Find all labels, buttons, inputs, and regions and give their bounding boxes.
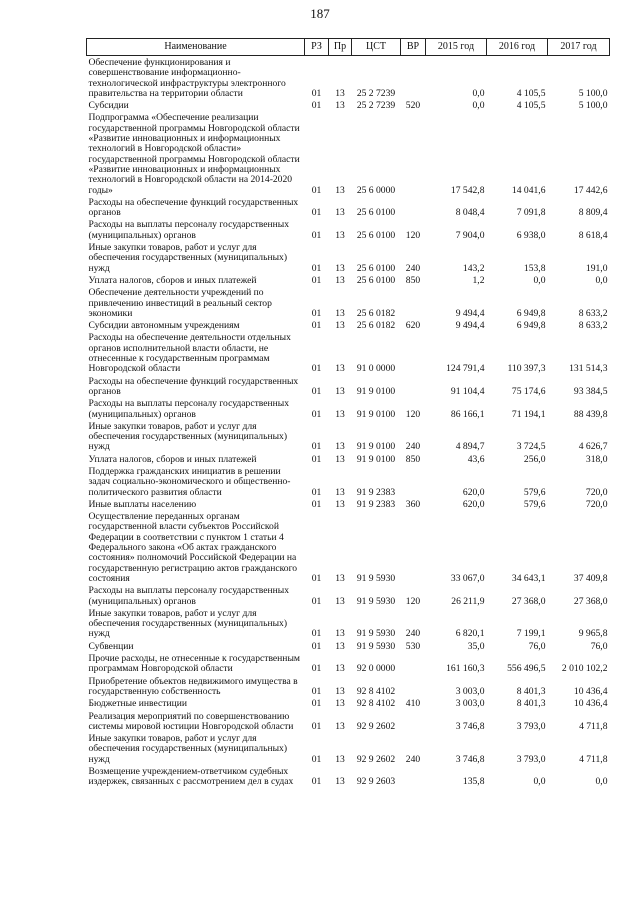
row-amount-2017: 8 633,2 (578, 307, 608, 319)
row-amount-2017: 27 368,0 (573, 595, 608, 607)
row-pr: 13 (335, 385, 345, 397)
row-pr: 13 (335, 685, 345, 697)
row-amount-2017: 93 384,5 (573, 385, 608, 397)
table-header-row (87, 39, 610, 56)
row-rz: 01 (311, 87, 322, 99)
row-amount-2015: 43,6 (467, 453, 485, 465)
row-amount-2017: 8 618,4 (578, 229, 608, 241)
table-row (87, 375, 610, 398)
row-amount-2015: 9 494,4 (455, 307, 485, 319)
row-amount-2016: 0,0 (533, 776, 546, 788)
row-pr: 13 (335, 595, 345, 607)
row-amount-2017: 88 439,8 (573, 408, 608, 420)
row-cst: 91 9 0100 (356, 408, 396, 420)
row-pr: 13 (335, 498, 345, 510)
row-vr: 240 (405, 441, 421, 453)
row-pr: 13 (335, 184, 345, 196)
header-cst: ЦСТ (352, 39, 401, 56)
row-name: Субсидии (88, 100, 129, 112)
row-amount-2015: 161 160,3 (446, 663, 485, 675)
row-pr: 13 (335, 753, 345, 765)
row-pr: 13 (335, 207, 345, 219)
row-cst: 92 9 2603 (356, 776, 396, 788)
row-vr (401, 510, 426, 584)
row-pr: 13 (335, 628, 345, 640)
row-cst: 91 9 5930 (356, 640, 396, 652)
row-amount-2015: 9 494,4 (455, 320, 485, 332)
table-row (87, 584, 610, 607)
row-name: Иные закупки товаров, работ и услуг для обеспечения государственных (муниципальных) нужд (88, 242, 288, 274)
row-amount-2017: 131 514,3 (569, 363, 608, 375)
row-amount-2016: 6 949,8 (516, 307, 546, 319)
row-amount-2016: 75 174,6 (511, 385, 546, 397)
table-row (87, 498, 610, 510)
row-vr: 240 (405, 262, 421, 274)
row-rz: 01 (311, 776, 322, 788)
row-rz: 01 (311, 100, 322, 112)
row-rz: 01 (311, 572, 322, 584)
row-pr: 13 (335, 698, 345, 710)
table-row (87, 397, 610, 420)
row-amount-2016: 0,0 (533, 274, 546, 286)
row-amount-2015: 124 791,4 (446, 363, 485, 375)
row-rz: 01 (311, 453, 322, 465)
row-amount-2015: 33 067,0 (450, 572, 485, 584)
row-amount-2016: 579,6 (523, 498, 546, 510)
row-name: Субсидии автономным учреждениям (88, 320, 240, 332)
row-pr: 13 (335, 441, 345, 453)
table-row (87, 56, 610, 100)
row-pr: 13 (335, 572, 345, 584)
header-name: Наименование (87, 39, 305, 56)
row-rz: 01 (311, 628, 322, 640)
row-amount-2017: 4 711,8 (579, 753, 608, 765)
row-amount-2017: 0,0 (595, 274, 608, 286)
row-amount-2015: 35,0 (467, 640, 485, 652)
row-cst: 92 9 2602 (356, 753, 396, 765)
row-name: Расходы на обеспечение деятельности отдельных органов исполнительной власти области, не отнесенные к государственным программам Новгородской области (88, 332, 291, 375)
row-pr: 13 (335, 640, 345, 652)
row-name: Иные закупки товаров, работ и услуг для обеспечения государственных (муниципальных) нужд (88, 607, 288, 640)
row-amount-2016: 4 105,5 (516, 100, 546, 112)
row-name: Уплата налогов, сборов и иных платежей (88, 453, 257, 465)
row-amount-2017: 5 100,0 (578, 100, 608, 112)
row-rz: 01 (311, 363, 322, 375)
header-pr: Пр (329, 39, 352, 56)
row-pr: 13 (335, 262, 345, 274)
row-name: Обеспечение деятельности учреждений по привлечению инвестиций в реальный сектор экономики (88, 287, 272, 319)
row-amount-2017: 8 633,2 (578, 320, 608, 332)
row-cst: 91 9 2383 (356, 486, 396, 498)
row-vr (401, 196, 426, 219)
row-amount-2015: 3 003,0 (455, 685, 485, 697)
row-rz: 01 (311, 663, 322, 675)
row-amount-2016: 14 041,6 (511, 184, 546, 196)
row-rz: 01 (311, 685, 322, 697)
row-cst: 25 6 0100 (356, 274, 396, 286)
row-amount-2016: 6 949,8 (516, 320, 546, 332)
row-rz: 01 (311, 385, 322, 397)
table-row (87, 420, 610, 453)
row-rz: 01 (311, 408, 322, 420)
row-rz: 01 (311, 262, 322, 274)
row-name: Расходы на обеспечение функций государственных органов (88, 196, 299, 219)
row-vr: 410 (405, 698, 421, 710)
row-cst: 91 9 0100 (356, 385, 396, 397)
row-amount-2015: 1,2 (472, 274, 485, 286)
row-cst: 91 9 0100 (356, 453, 396, 465)
row-amount-2017: 5 100,0 (578, 87, 608, 99)
row-amount-2015: 17 542,8 (450, 184, 485, 196)
budget-table (86, 38, 610, 788)
row-name: Прочие расходы, не отнесенные к государственным программам Новгородской области (88, 653, 300, 675)
row-rz: 01 (311, 307, 322, 319)
header-rz: РЗ (305, 39, 329, 56)
row-amount-2017: 10 436,4 (573, 698, 608, 710)
row-amount-2017: 0,0 (595, 776, 608, 788)
row-vr (401, 652, 426, 675)
row-cst: 91 0 0000 (356, 363, 396, 375)
header-vr: ВР (401, 39, 426, 56)
row-name: Поддержка гражданских инициатив в решении задач социально-экономического и общественно-политического развития области (88, 465, 291, 498)
row-amount-2017: 9 965,8 (578, 628, 608, 640)
row-name: Бюджетные инвестиции (88, 698, 187, 710)
row-vr: 120 (405, 595, 421, 607)
row-pr: 13 (335, 274, 345, 286)
table-row (87, 274, 610, 286)
table-row (87, 99, 610, 111)
row-amount-2017: 4 711,8 (579, 720, 608, 732)
row-name: Расходы на выплаты персоналу государственных (муниципальных) органов (88, 585, 290, 607)
row-name: Реализация мероприятий по совершенствованию системы мировой юстиции Новгородской области (88, 710, 294, 732)
table-row (87, 111, 610, 195)
row-cst: 92 0 0000 (356, 663, 396, 675)
row-amount-2016: 153,8 (523, 262, 546, 274)
table-row (87, 465, 610, 498)
row-name: Иные закупки товаров, работ и услуг для обеспечения государственных (муниципальных) нужд (88, 420, 288, 453)
row-amount-2016: 8 401,3 (516, 698, 546, 710)
row-amount-2015: 6 820,1 (455, 628, 485, 640)
row-amount-2016: 7 199,1 (516, 628, 546, 640)
row-amount-2016: 6 938,0 (516, 229, 546, 241)
row-amount-2015: 0,0 (472, 100, 485, 112)
row-amount-2016: 3 793,0 (516, 720, 546, 732)
row-vr (401, 111, 426, 195)
header-2015: 2015 год (426, 39, 487, 56)
row-vr: 520 (405, 100, 421, 112)
row-cst: 91 9 0100 (356, 441, 396, 453)
row-cst: 91 9 5930 (356, 595, 396, 607)
row-vr: 620 (405, 320, 421, 332)
row-vr: 120 (405, 229, 421, 241)
row-amount-2015: 26 211,9 (451, 595, 485, 607)
row-name: Подпрограмма «Обеспечение реализации государственной программы Новгородской области «Развитие инновационных и информационных технологий в Новгородской области» государственной программы Новгородской области «Развитие инновационных и информационных технологий в Новгородской области на 2014-2020 годы» (88, 112, 300, 196)
row-vr: 240 (405, 753, 421, 765)
row-rz: 01 (311, 441, 322, 453)
row-amount-2015: 3 003,0 (455, 698, 485, 710)
row-cst: 92 8 4102 (356, 698, 396, 710)
row-amount-2015: 91 104,4 (450, 385, 485, 397)
row-amount-2017: 8 809,4 (578, 207, 608, 219)
row-rz: 01 (311, 184, 322, 196)
row-cst: 91 9 5930 (356, 572, 396, 584)
row-amount-2015: 3 746,8 (455, 753, 485, 765)
table-row (87, 331, 610, 374)
row-name: Возмещение учреждением-ответчиком судебных издержек, связанных с рассмотрением дел в судах (88, 766, 294, 788)
row-amount-2016: 27 368,0 (511, 595, 546, 607)
row-name: Расходы на обеспечение функций государственных органов (88, 375, 299, 397)
row-amount-2015: 3 746,8 (455, 720, 485, 732)
row-pr: 13 (335, 320, 345, 332)
row-rz: 01 (311, 207, 322, 219)
row-rz: 01 (311, 320, 322, 332)
table-row (87, 640, 610, 652)
row-amount-2017: 2 010 102,2 (561, 663, 608, 675)
row-amount-2017: 720,0 (585, 498, 608, 510)
row-vr (401, 765, 426, 788)
table-row (87, 510, 610, 584)
row-name: Расходы на выплаты персоналу государственных (муниципальных) органов (88, 219, 290, 241)
row-cst: 25 6 0100 (356, 262, 396, 274)
row-amount-2016: 3 724,5 (516, 441, 546, 453)
row-amount-2015: 620,0 (462, 498, 485, 510)
row-vr: 360 (405, 498, 421, 510)
row-cst: 25 6 0000 (356, 184, 396, 196)
table-row (87, 607, 610, 640)
row-vr (401, 465, 426, 498)
row-rz: 01 (311, 229, 322, 241)
row-vr (401, 710, 426, 733)
row-name: Иные выплаты населению (88, 498, 197, 510)
row-cst: 91 9 2383 (356, 498, 396, 510)
row-rz: 01 (311, 698, 322, 710)
page-number: 187 (310, 6, 330, 21)
table-row (87, 218, 610, 241)
row-vr: 120 (405, 408, 421, 420)
row-amount-2015: 620,0 (462, 486, 485, 498)
table-row (87, 196, 610, 219)
row-amount-2016: 579,6 (523, 486, 546, 498)
table-row (87, 241, 610, 274)
row-vr: 530 (405, 640, 421, 652)
row-amount-2016: 110 397,3 (507, 363, 546, 375)
row-pr: 13 (335, 776, 345, 788)
row-amount-2016: 3 793,0 (516, 753, 546, 765)
row-pr: 13 (335, 486, 345, 498)
row-cst: 92 8 4102 (356, 685, 396, 697)
table-row (87, 453, 610, 465)
row-rz: 01 (311, 595, 322, 607)
row-amount-2015: 8 048,4 (455, 207, 485, 219)
row-rz: 01 (311, 498, 322, 510)
row-vr (401, 286, 426, 319)
row-amount-2017: 37 409,8 (573, 572, 608, 584)
table-body (87, 56, 610, 788)
row-name: Иные закупки товаров, работ и услуг для обеспечения государственных (муниципальных) нужд (88, 733, 288, 765)
row-amount-2017: 4 626,7 (578, 441, 608, 453)
row-name: Уплата налогов, сборов и иных платежей (88, 274, 257, 286)
row-rz: 01 (311, 274, 322, 286)
row-name: Обеспечение функционирования и совершенствование информационно-технологической инфраструктуры электронного правительства на территории области (88, 57, 286, 99)
row-amount-2017: 10 436,4 (573, 685, 608, 697)
table-row (87, 732, 610, 765)
row-amount-2015: 4 894,7 (455, 441, 485, 453)
row-rz: 01 (311, 640, 322, 652)
row-pr: 13 (335, 453, 345, 465)
row-pr: 13 (335, 663, 345, 675)
row-cst: 25 2 7239 (356, 100, 396, 112)
row-cst: 25 2 7239 (356, 87, 396, 99)
row-amount-2016: 256,0 (523, 453, 546, 465)
row-pr: 13 (335, 363, 345, 375)
table-row (87, 765, 610, 788)
row-vr: 240 (405, 628, 421, 640)
table-row (87, 652, 610, 675)
row-pr: 13 (335, 408, 345, 420)
row-cst: 25 6 0182 (356, 320, 396, 332)
row-amount-2016: 76,0 (528, 640, 546, 652)
row-pr: 13 (335, 100, 345, 112)
header-2017: 2017 год (548, 39, 610, 56)
row-vr (401, 375, 426, 398)
row-pr: 13 (335, 229, 345, 241)
row-rz: 01 (311, 486, 322, 498)
row-cst: 25 6 0100 (356, 229, 396, 241)
row-cst: 91 9 5930 (356, 628, 396, 640)
row-cst: 25 6 0182 (356, 307, 396, 319)
row-amount-2016: 7 091,8 (516, 207, 546, 219)
row-cst: 92 9 2602 (356, 720, 396, 732)
row-amount-2017: 720,0 (585, 486, 608, 498)
table-row (87, 697, 610, 709)
header-2016: 2016 год (487, 39, 548, 56)
table-row (87, 675, 610, 698)
row-pr: 13 (335, 87, 345, 99)
row-amount-2017: 191,0 (585, 262, 608, 274)
row-vr: 850 (405, 453, 421, 465)
row-amount-2016: 556 496,5 (507, 663, 546, 675)
row-amount-2016: 4 105,5 (516, 87, 546, 99)
row-name: Осуществление переданных органам государственной власти субъектов Российской Федерации в соответствии с пунктом 1 статьи 4 Федерального закона «Об актах гражданского состояния» полномочий Российской Федерации на государственную регистрацию актов гражданского состояния (88, 511, 298, 584)
row-cst: 25 6 0100 (356, 207, 396, 219)
row-amount-2016: 34 643,1 (511, 572, 546, 584)
row-rz: 01 (311, 753, 322, 765)
row-amount-2017: 76,0 (590, 640, 608, 652)
table-row (87, 286, 610, 319)
row-pr: 13 (335, 720, 345, 732)
row-vr: 850 (405, 274, 421, 286)
table-row (87, 319, 610, 331)
row-amount-2016: 71 194,1 (511, 408, 546, 420)
row-vr (401, 331, 426, 374)
row-amount-2015: 0,0 (472, 87, 485, 99)
row-amount-2015: 135,8 (462, 776, 485, 788)
table-row (87, 710, 610, 733)
row-name: Приобретение объектов недвижимого имущества в государственную собственность (88, 675, 298, 697)
row-amount-2015: 143,2 (462, 262, 485, 274)
row-vr (401, 675, 426, 698)
row-name: Субвенции (88, 640, 134, 652)
row-amount-2017: 17 442,6 (573, 184, 608, 196)
row-rz: 01 (311, 720, 322, 732)
row-amount-2015: 86 166,1 (450, 408, 485, 420)
row-amount-2017: 318,0 (585, 453, 608, 465)
row-vr (401, 56, 426, 100)
row-pr: 13 (335, 307, 345, 319)
row-amount-2015: 7 904,0 (455, 229, 485, 241)
row-name: Расходы на выплаты персоналу государственных (муниципальных) органов (88, 398, 290, 420)
row-amount-2016: 8 401,3 (516, 685, 546, 697)
